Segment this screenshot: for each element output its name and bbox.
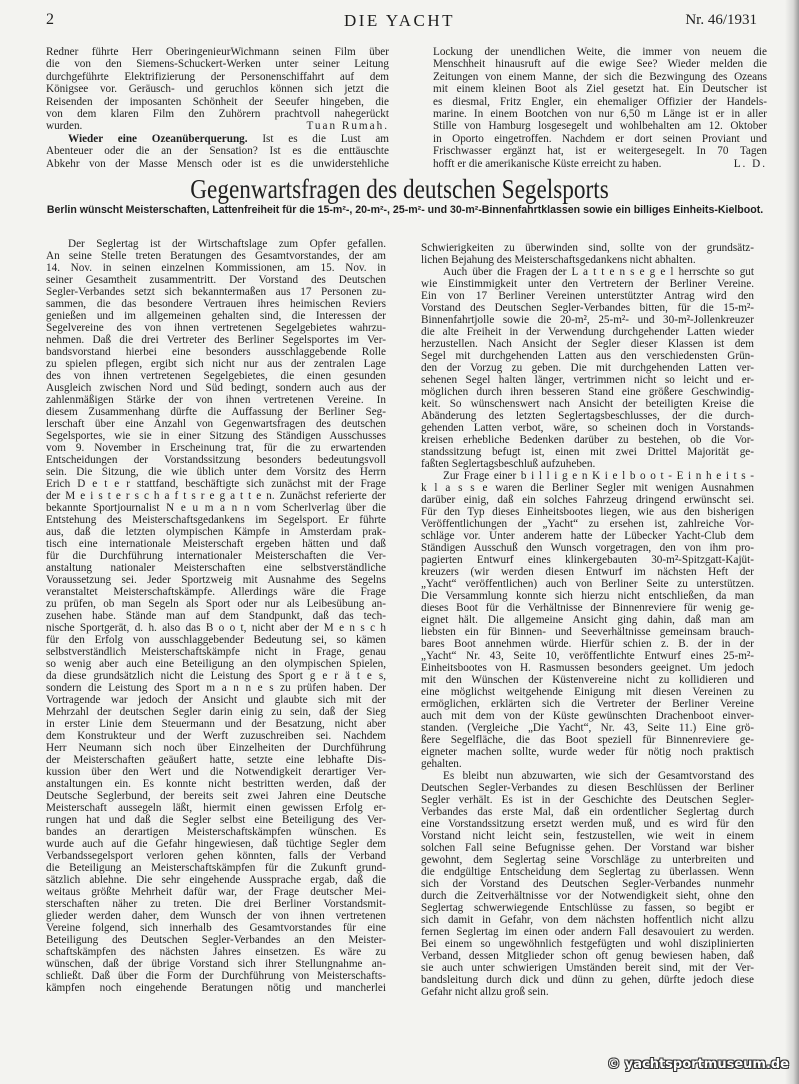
text-line: Abenteuer oder die an der Sensation? Ist es die enttäuschte [46, 145, 389, 158]
text-line: für die Durchführung internationaler Meisterschaften die Ver- [46, 550, 386, 562]
text-line: sich damit in Gefahr, von dem nächsten hoffentlich nicht allzu [421, 914, 754, 926]
text-line: Segler verhält. Es ist in der Geschichte des Deutschen Segler- [421, 794, 754, 806]
text-line: k l a s s e waren die Berliner Segler mit wenigen Ausnahmen [421, 482, 754, 494]
text-line: für den Erfolg von ausschlaggebender Bedeutung sei, so kämen [46, 634, 386, 646]
text-line: lichen Bejahung des Meisterschaftsgedankens nicht abhalten. [421, 254, 696, 266]
text-line: gewohnt, dem Seglertag seine Vorschläge zu unterbreiten und [421, 854, 754, 866]
text-line: anstaltungen ein. Es konnte nicht bestritten werden, daß der [46, 778, 386, 790]
article-title: Gegenwartsfragen des deutschen Segelsports [190, 174, 609, 204]
text-line: Segler-Verbandes setzt sich bekanntermaßen aus 17 Personen zu- [46, 286, 386, 298]
text-line: bandes an derartigen Meisterschaftskämpfen wünschen. Es [46, 826, 386, 838]
text-line: Segel mit durchgehenden Latten aus den verschiedensten Grün- [421, 350, 754, 362]
text-line: Es bleibt nun abzuwarten, wie sich der Gesamtvorstand des [443, 770, 754, 782]
text-line [46, 133, 389, 145]
text-line: rungen hat und daß die Segler selbst eine Beteiligung des Ver- [46, 814, 386, 826]
text-line: gehalten. [421, 758, 462, 770]
article-subtitle: Berlin wünscht Meisterschaften, Lattenfreiheit für die 15-m²-, 20-m²-, 25-m²- und 30-m²-Binnenfahrtklassen sowie ein billiges Einheits-Kielboot. [46, 204, 764, 216]
text-line: mit einem kleinen Boot als Ziel gesetzt hat. Ein Deutscher ist [433, 83, 767, 96]
text-line: sterschaften näher zu treten. Die drei Berliner Vorstandsmit- [46, 898, 386, 910]
text-line: Lockung der unendlichen Weite, die immer von neuem die [433, 46, 767, 58]
text-line: Ausgleich zwischen Nord und Süd bedingt, sondern auch aus der [46, 382, 386, 394]
article-left-column [46, 238, 386, 994]
text-line: anstaltung nationaler Meisterschaften eine selbstverständliche [46, 562, 386, 574]
text-line: die Beteiligung an Meisterschaftskämpfen für die Zukunft grund- [46, 862, 386, 874]
text-line: nische Sportgerät, d. h. also das B o o t, nicht aber der M e n s c h [46, 622, 386, 634]
text-line: weitaus größte Mehrheit dafür war, der Frage deutscher Mei- [46, 886, 386, 898]
text-line: es diesmal, Fritz Engler, ein ehemaliger Offizier der Handels- [433, 95, 767, 108]
text-line: aus, daß die letzten olympischen Kämpfe in Amsterdam prak- [46, 526, 386, 538]
text-line: schaftskämpfen des nächsten Jahres einsetzen. Es wäre zu [46, 946, 386, 958]
text-line: eigneter machen sollte, wurde weder für nötig noch praktisch [421, 746, 754, 758]
text-line: Abkehr von der Masse Mensch oder ist es die unwiderstehliche [46, 157, 389, 170]
text-line: Entstehung des Meisterschaftsgedankens im Segelsport. Er führte [46, 514, 386, 526]
line-text: Ist es die Lust am [247, 132, 389, 145]
text-line: diesem Zusammenhang dürfte die Auffassung der Berliner Seg- [46, 406, 386, 418]
text-line [433, 158, 767, 170]
text-line: „Yacht“ Nr. 43, Seite 10, veröffentlichte Entwurf eines 25-m²- [421, 650, 754, 662]
text-line: von dem klaren Film den Zuhörern prachtvoll nahegerückt [46, 107, 389, 120]
text-line: Der Seglertag ist der Wirtschaftslage zum Opfer gefallen. [68, 238, 386, 250]
text-line: auch mit dem von der Küste gewünschten Drachenboot einver- [421, 710, 754, 722]
text-line: schläge vor. Unter anderem hatte der Lübecker Yacht-Club dem [421, 530, 754, 542]
text-line: mit den Wünschen der Küstenvereine nicht zu kollidieren und [421, 674, 754, 686]
text-line: eine möglichst weitgehende Einigung mit diesen Vereinen zu [421, 686, 754, 698]
text-line: darüber einig, daß ein solches Fahrzeug dringend erwünscht sei. [421, 494, 754, 506]
text-line: faßten Seglertagsbeschluß aufzuheben. [421, 458, 596, 470]
bold-lead: Wieder eine Ozeanüberquerung. [68, 132, 248, 145]
text-line: zu prüfen, ob man Segeln als Sport oder nur als Leibesübung an- [46, 598, 386, 610]
text-line: ermöglichen, erklärten sich die Vertreter der Berliner Vereine [421, 698, 754, 710]
paragraph [421, 770, 754, 998]
line-text: hofft er die amerikanische Küste erreicht zu haben. [433, 157, 662, 170]
paragraph [421, 242, 754, 266]
text-line: Ein von 17 Berliner Vereinen unterstützter Antrag wird den [421, 290, 754, 302]
text-line: der Meisterschaften geäußert hatte, setzte eine lebhafte Dis- [46, 754, 386, 766]
text-line: kreisen erhebliche Bedenken darüber zu bestehen, ob die Vor- [421, 434, 754, 446]
text-line: glieder werden daher, dem Wunsch der von ihnen vertretenen [46, 910, 386, 922]
text-line: An seine Stelle treten Beratungen des Gesamtvorstandes, der am [46, 250, 386, 262]
text-line: „Yacht“ veröffentlichen) auch von Berliner Seite zu unterstützen. [421, 578, 754, 590]
paragraph [421, 470, 754, 770]
text-line: bekannte Sportjournalist N e u m a n n vom Scherlverlag über die [46, 502, 386, 514]
text-line: dem Konstrukteur und der Werft zuzuschreiben sei. Nachdem [46, 730, 386, 742]
text-line: bandsleitung durch dick und dünn zu gehen, dürfte jedoch diese [421, 974, 754, 986]
text-line: nehmen. Daß die drei Vertreter des Berliner Segelsportes im Ver- [46, 334, 386, 346]
text-line: Segelvereine des von ihnen vertretenen Segelgebietes wahrzu- [46, 322, 386, 334]
text-line: kussion über den Wert und die Notwendigkeit derartiger Ver- [46, 766, 386, 778]
text-line: Einheitsbootes von H. Rasmussen besonders geeignet. Um jedoch [421, 662, 754, 674]
issue-number: Nr. 46/1931 [685, 12, 757, 28]
text-line: Voraussetzung sei. Jeder Sportzweig mit Ausnahme des Segelns [46, 574, 386, 586]
text-line: Deutschen Segler-Verbandes zu diesen Beschlüssen der Berliner [421, 782, 754, 794]
text-line: Erich D e t e r stattfand, beschäftigte sich zunächst mit der Frage [46, 478, 386, 490]
page-number: 2 [46, 11, 54, 28]
text-line: Vereine folgend, sich innerhalb des Gesamtvorstandes für eine [46, 922, 386, 934]
text-line: des von ihnen vertretenen Segelgebietes, die einen gesunden [46, 370, 386, 382]
text-line: eine Vorstandssitzung ersetzt werden muß, und es wird für den [421, 818, 754, 830]
text-line: keit. So wünschenswert nach Ansicht der beteiligten Kreise die [421, 398, 754, 410]
text-line: durch die Zeitverhältnisse vor der Notwendigkeit sieht, ohne den [421, 890, 754, 902]
text-line: Reisenden der imposanten Schönheit der Seeufer hingeben, die [46, 95, 389, 108]
text-line: Auch über die Fragen der L a t t e n s e g e l herrschte so gut [443, 266, 754, 278]
text-line: Zeitungen von einem Manne, der sich die Bezwingung des Ozeans [433, 70, 767, 83]
text-line: sich der Vorstand des Deutschen Segler-Verbandes nunmehr [421, 878, 754, 890]
text-line: Stille von Hamburg losgesegelt und wohlbehalten am 12. Oktober [433, 120, 767, 133]
text-line: gehenden Latten verbot, wäre, so scheinen doch in Vorstands- [421, 422, 754, 434]
signature: L. D. [733, 157, 767, 170]
paragraph [46, 133, 389, 170]
text-line: sie auch unter schwierigen Umständen bereit sind, mit der Ver- [421, 962, 754, 974]
top-left-column [46, 46, 389, 170]
text-line: Für den Typ dieses Einheitsbootes liegen, wie aus den bisherigen [421, 506, 754, 518]
text-line: 14. Nov. in seinen einzelnen Kommissionen, am 15. Nov. in [46, 262, 386, 274]
text-line: herzustellen. Nach Ansicht der Segler dieser Klassen ist dem [421, 338, 754, 350]
text-line: Gefahr nicht allzu groß sein. [421, 986, 549, 998]
line-text: wurden. [46, 120, 83, 133]
text-line: Veröffentlichungen der „Yacht“ zu ersehen ist, zahlreiche Vor- [421, 518, 754, 530]
text-line: bares Boot annehmen würde. Hierfür schien z. B. der in der [421, 638, 754, 650]
text-line: solchen Fall seine Befugnisse gehen. Der Vorstand war bisher [421, 842, 754, 854]
text-line: Abänderung des letzten Seglertagsbeschlusses, der die durch- [421, 410, 754, 422]
paragraph [46, 238, 386, 994]
text-line: Königsee vor. Geräusch- und geruchlos können sich jetzt die [46, 83, 389, 96]
text-line: wünschen, daß der übrige Vorstand sich ihrer Stellungnahme an- [46, 958, 386, 970]
text-line: fernen Seglertag im einen oder andern Fall desavouiert zu werden. [421, 926, 754, 938]
article-right-column [421, 242, 754, 998]
watermark: © yachtsportmuseum.de [607, 1057, 789, 1072]
text-line: Beteiligung des Deutschen Segler-Verbandes an den Meister- [46, 934, 386, 946]
text-line: zahlenmäßigen Stärke der von ihnen vertretenen Vereine. In [46, 394, 386, 406]
text-line: schließt. Daß über die Form der Durchführung von Meisterschafts- [46, 970, 386, 982]
text-line: die von den Siemens-Schuckert-Werken unter seiner Leitung [46, 58, 389, 71]
text-line: standssitzung befugt ist, einen mit zwei Drittel Majorität ge- [421, 446, 754, 458]
text-line: Deutsche Seglerbund, der bereits seit zwei Jahren eine Deutsche [46, 790, 386, 802]
page-edge-shadow [785, 0, 799, 1084]
text-line: wurde auch auf die Gefahr hingewiesen, daß tüchtige Segler dem [46, 838, 386, 850]
text-line: so wenig aber auch eine Beteiligung an den olympischen Spielen, [46, 658, 386, 670]
text-line: bandsvorstand hierbei eine besonders ausschlaggebende Rolle [46, 346, 386, 358]
text-line: Segelsportes, wie sie in einer Sitzung des Ständigen Ausschusses [46, 430, 386, 442]
text-line: Menschheit hinausruft auf die ewige See? Wieder melden die [433, 58, 767, 71]
top-right-column [433, 46, 767, 170]
text-line: sondern die Leistung des Sport m a n n e s zu prüfen haben. Der [46, 682, 386, 694]
text-line: den der Vorzug zu geben. Die mit durchgehenden Latten ver- [421, 362, 754, 374]
text-line: genießen und im allgemeinen gehalten sind, die Interessen der [46, 310, 386, 322]
text-line: sammen, die das besondere Vertrauen ihres heimischen Reviers [46, 298, 386, 310]
text-line: Verbandssegelsport verloren gehen könnten, falls der Verband [46, 850, 386, 862]
text-line [46, 120, 389, 132]
text-line: selbstverständlich Meisterschaftskämpfe nicht in Frage, genau [46, 646, 386, 658]
text-line: Vorstand nicht leicht sein, festzustellen, wie weit in einem [421, 830, 754, 842]
text-line: vom 9. November in Erscheinung trat, für die zu erwartenden [46, 442, 386, 454]
text-line: Entscheidungen der Vorstandssitzung besonders bedeutungsvoll [46, 454, 386, 466]
text-line: durchgeführte Elektrifizierung der Personenschiffahrt auf dem [46, 70, 389, 83]
text-line: tisch eine internationale Meisterschaft ergeben hätten und daß [46, 538, 386, 550]
text-line: ßere Segelfläche, die das Boot speziell für Binnenreviere ge- [421, 734, 754, 746]
text-line: in erster Linie dem Steuermann und der Besatzung, nicht aber [46, 718, 386, 730]
text-line: sätzlich ablehne. Die sehr eingehende Aussprache ergab, daß die [46, 874, 386, 886]
text-line: Herr Neumann sich noch über Einzelheiten der Durchführung [46, 742, 386, 754]
text-line: Die Versammlung konnte sich hierzu nicht entschließen, da man [421, 590, 754, 602]
text-line: kämpfen noch eingehende Beratungen nötig und mancherlei [46, 982, 386, 994]
signature: Tuan Rumah. [306, 120, 389, 133]
text-line: Zur Frage einer b i l l i g e n K i e l b o o t - E i n h e i t s - [443, 470, 754, 482]
text-line: der M e i s t e r s c h a f t s r e g a t t e n. Zunächst referierte der [46, 490, 386, 502]
text-line: lerschaft über eine Anzahl von Gegenwartsfragen des deutschen [46, 418, 386, 430]
text-line: Seglertag schwerwiegende Entschlüsse zu fassen, so begibt er [421, 902, 754, 914]
text-line: Redner führte Herr OberingenieurWichmann seinen Film über [46, 46, 389, 58]
paragraph [46, 46, 389, 133]
text-line: Vortragende war jedoch der Ansicht und glaubte sich mit der [46, 694, 386, 706]
text-line: pagierten Entwurf eines klinkergebauten 30-m²-Spitzgatt-Kajüt- [421, 554, 754, 566]
text-line: sein. Die Sitzung, die wie üblich unter dem Vorsitz des Herrn [46, 466, 386, 478]
text-line: Schwierigkeiten zu überwinden sind, sollte von der grundsätz- [421, 242, 754, 254]
text-line: veranstaltet Meisterschaftskämpfe. Allerdings wäre die Frage [46, 586, 386, 598]
text-line: kreuzers (wir werden diesen Entwurf im nächsten Heft der [421, 566, 754, 578]
text-line: standen. (Vergleiche „Die Yacht“, Nr. 43, Seite 11.) Eine grö- [421, 722, 754, 734]
text-line: marine. In einem Bootchen von nur 6,50 m Länge ist er in aller [433, 107, 767, 120]
text-line: Binnenfahrtjolle sowie die 20-m², 25-m²- und 30-m²-Jollenkreuzer [421, 314, 754, 326]
text-line: Meisterschaft aussegeln läßt, hiermit einen gewissen Erfolg er- [46, 802, 386, 814]
paragraph [421, 266, 754, 470]
masthead: DIE YACHT [343, 11, 456, 30]
text-line: Verband, dessen Mitglieder schon oft genug bewiesen haben, daß [421, 950, 754, 962]
text-line: Verbandes das erste Mal, daß ein ordentlicher Seglertag durch [421, 806, 754, 818]
text-line: Frischwasser ergänzt hat, ist er weitergesegelt. In 70 Tagen [433, 145, 767, 158]
text-line: möglichen durch ihren besseren Stand eine größere Geschwindig- [421, 386, 754, 398]
text-line: Vorstand des Deutschen Segler-Verbandes bitten, für die 15-m²- [421, 302, 754, 314]
paragraph [433, 46, 767, 170]
text-line: seiner Gesamtheit zusammentritt. Der Vorstand des Deutschen [46, 274, 386, 286]
text-line: zusehen habe. Stände man auf dem Standpunkt, daß das tech- [46, 610, 386, 622]
text-line: die alte Freiheit in der Verwendung durchgehender Latten wieder [421, 326, 754, 338]
text-line: zu spielen pflegen, ergibt sich nicht nur aus der zentralen Lage [46, 358, 386, 370]
text-line: da diese grundsätzlich nicht die Leistung des Sport g e r ä t e s, [46, 670, 386, 682]
text-line: wie Einstimmigkeit unter den Vertretern der Berliner Vereine. [421, 278, 754, 290]
text-line: Mehrzahl der deutschen Segler darin einig zu sein, daß der Sieg [46, 706, 386, 718]
text-line: Bei einem so ungewöhnlich festgefügten und wohl disziplinierten [421, 938, 754, 950]
text-line: Ständigen Ausschuß den Wunsch vorgetragen, den von ihm pro- [421, 542, 754, 554]
text-line: dieses Boot für die Verhältnisse der Binnenreviere für wenig ge- [421, 602, 754, 614]
text-line: in Oporto eingetroffen. Nachdem er dort seinen Proviant und [433, 132, 767, 145]
text-line: sehenen Segel halten länger, vertrimmen nicht so leicht und er- [421, 374, 754, 386]
text-line: die endgültige Entscheidung dem Seglertag zu überlassen. Wenn [421, 866, 754, 878]
text-line: eignet hält. Die allgemeine Ansicht ging dahin, daß man am [421, 614, 754, 626]
text-line: liebsten ein für Binnen- und Seeverhältnisse gemeinsam brauch- [421, 626, 754, 638]
